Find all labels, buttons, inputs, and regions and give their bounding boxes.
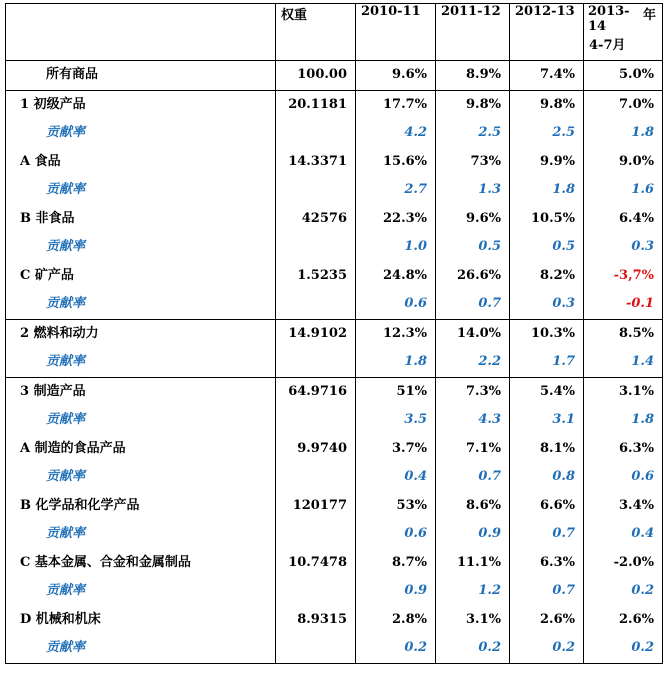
row-value-2010-11: 4.2 [356, 119, 436, 148]
row-value-2012-13: 6.6% [510, 492, 584, 521]
row-value-2012-13: 1.8 [510, 176, 584, 205]
row-value-2012-13: 0.8 [510, 463, 584, 492]
row-value-2013-14: 1.4 [584, 348, 663, 377]
row-weight [276, 406, 356, 435]
header-row [6, 4, 663, 61]
row-value-2012-13: 0.5 [510, 233, 584, 262]
row-value-2011-12: 3.1% [436, 606, 510, 635]
row-value-2013-14: 7.0% [584, 90, 663, 119]
contribution-row [6, 463, 663, 492]
row-weight [276, 290, 356, 319]
row-value-2012-13: 0.7 [510, 577, 584, 606]
row-value-2013-14: 8.5% [584, 319, 663, 348]
row-weight: 100.00 [276, 61, 356, 91]
header-2012-13 [510, 4, 584, 61]
contribution-row [6, 348, 663, 377]
row-value-2012-13: 0.2 [510, 634, 584, 663]
row-label: B 化学品和化学产品 [6, 492, 276, 521]
contribution-row [6, 176, 663, 205]
row-label: 贡献率 [6, 520, 276, 549]
row-weight: 9.9740 [276, 435, 356, 464]
row-label: 1 初级产品 [6, 90, 276, 119]
row-label: 贡献率 [6, 634, 276, 663]
row-label: 贡献率 [6, 176, 276, 205]
row-value-2010-11: 22.3% [356, 205, 436, 234]
header-2012-13-text: 2012-13 [515, 4, 575, 19]
row-value-2011-12: 8.9% [436, 61, 510, 91]
row-value-2013-14: 9.0% [584, 148, 663, 177]
row-value-2013-14: 6.3% [584, 435, 663, 464]
contribution-row [6, 520, 663, 549]
row-value-2013-14: 6.4% [584, 205, 663, 234]
row-weight: 20.1181 [276, 90, 356, 119]
row-value-2013-14: -2.0% [584, 549, 663, 578]
row-value-2011-12: 11.1% [436, 549, 510, 578]
table-row [6, 377, 663, 406]
row-value-2010-11: 0.2 [356, 634, 436, 663]
row-label: 贡献率 [6, 406, 276, 435]
row-value-2012-13: 10.3% [510, 319, 584, 348]
header-2013-14-line1 [584, 4, 662, 34]
table-row [6, 148, 663, 177]
row-weight: 120177 [276, 492, 356, 521]
table-row [6, 262, 663, 291]
row-value-2012-13: 2.5 [510, 119, 584, 148]
row-weight [276, 176, 356, 205]
contribution-row [6, 119, 663, 148]
header-2013-14-year: 2013-14 [588, 4, 630, 34]
row-value-2013-14: 0.6 [584, 463, 663, 492]
row-value-2011-12: 0.2 [436, 634, 510, 663]
row-label: 贡献率 [6, 348, 276, 377]
row-value-2010-11: 53% [356, 492, 436, 521]
contribution-row [6, 406, 663, 435]
row-value-2011-12: 9.6% [436, 205, 510, 234]
row-value-2012-13: 0.7 [510, 520, 584, 549]
row-value-2011-12: 1.2 [436, 577, 510, 606]
row-value-2012-13: 7.4% [510, 61, 584, 91]
row-value-2012-13: 3.1 [510, 406, 584, 435]
row-value-2013-14: 0.3 [584, 233, 663, 262]
row-value-2010-11: 2.7 [356, 176, 436, 205]
row-value-2010-11: 12.3% [356, 319, 436, 348]
row-value-2010-11: 3.7% [356, 435, 436, 464]
row-value-2011-12: 7.1% [436, 435, 510, 464]
row-weight [276, 634, 356, 663]
row-value-2012-13: 1.7 [510, 348, 584, 377]
row-value-2013-14: 0.4 [584, 520, 663, 549]
row-label: C 矿产品 [6, 262, 276, 291]
row-label: D 机械和机床 [6, 606, 276, 635]
row-weight: 64.9716 [276, 377, 356, 406]
row-value-2013-14: 0.2 [584, 634, 663, 663]
header-2011-12-text: 2011-12 [441, 4, 501, 19]
row-value-2010-11: 9.6% [356, 61, 436, 91]
row-label: C 基本金属、合金和金属制品 [6, 549, 276, 578]
row-value-2013-14: 3.1% [584, 377, 663, 406]
row-label: 贡献率 [6, 233, 276, 262]
row-value-2012-13: 10.5% [510, 205, 584, 234]
header-2013-14-nian: 年 [642, 8, 656, 23]
row-value-2011-12: 0.7 [436, 290, 510, 319]
row-label: A 制造的食品产品 [6, 435, 276, 464]
row-weight: 8.9315 [276, 606, 356, 635]
row-weight: 14.9102 [276, 319, 356, 348]
header-2011-12 [436, 4, 510, 61]
row-value-2011-12: 9.8% [436, 90, 510, 119]
row-value-2010-11: 3.5 [356, 406, 436, 435]
row-value-2013-14: 1.6 [584, 176, 663, 205]
row-value-2010-11: 8.7% [356, 549, 436, 578]
header-2010-11 [356, 4, 436, 61]
row-weight [276, 233, 356, 262]
row-label: 贡献率 [6, 119, 276, 148]
row-value-2011-12: 73% [436, 148, 510, 177]
header-2013-14 [584, 4, 663, 61]
row-label: A 食品 [6, 148, 276, 177]
row-value-2013-14: -3,7% [584, 262, 663, 291]
row-value-2013-14: 2.6% [584, 606, 663, 635]
row-value-2011-12: 14.0% [436, 319, 510, 348]
row-value-2013-14: 0.2 [584, 577, 663, 606]
row-value-2012-13: 2.6% [510, 606, 584, 635]
header-weight-text: 权重 [281, 8, 308, 23]
row-value-2011-12: 8.6% [436, 492, 510, 521]
row-value-2011-12: 4.3 [436, 406, 510, 435]
header-weight [276, 4, 356, 61]
contribution-row [6, 290, 663, 319]
price-index-table [5, 3, 663, 664]
row-value-2011-12: 2.2 [436, 348, 510, 377]
row-value-2010-11: 1.0 [356, 233, 436, 262]
row-weight [276, 119, 356, 148]
row-value-2011-12: 0.5 [436, 233, 510, 262]
row-weight [276, 520, 356, 549]
row-value-2013-14: 5.0% [584, 61, 663, 91]
row-weight [276, 348, 356, 377]
row-label: 2 燃料和动力 [6, 319, 276, 348]
row-value-2012-13: 9.8% [510, 90, 584, 119]
row-value-2011-12: 7.3% [436, 377, 510, 406]
row-value-2010-11: 0.4 [356, 463, 436, 492]
row-value-2010-11: 2.8% [356, 606, 436, 635]
table-row [6, 61, 663, 91]
row-value-2010-11: 0.6 [356, 290, 436, 319]
row-value-2010-11: 0.9 [356, 577, 436, 606]
row-label: 贡献率 [6, 463, 276, 492]
row-weight: 14.3371 [276, 148, 356, 177]
row-value-2013-14: 1.8 [584, 406, 663, 435]
row-label: 贡献率 [6, 290, 276, 319]
contribution-row [6, 233, 663, 262]
row-value-2010-11: 17.7% [356, 90, 436, 119]
row-label: 3 制造产品 [6, 377, 276, 406]
row-value-2011-12: 1.3 [436, 176, 510, 205]
row-value-2012-13: 6.3% [510, 549, 584, 578]
contribution-row [6, 634, 663, 663]
row-value-2012-13: 9.9% [510, 148, 584, 177]
row-label: B 非食品 [6, 205, 276, 234]
row-label: 所有商品 [6, 61, 276, 91]
row-value-2012-13: 8.2% [510, 262, 584, 291]
row-value-2013-14: -0.1 [584, 290, 663, 319]
row-value-2012-13: 8.1% [510, 435, 584, 464]
row-value-2010-11: 1.8 [356, 348, 436, 377]
row-value-2011-12: 0.9 [436, 520, 510, 549]
row-weight: 1.5235 [276, 262, 356, 291]
table-row [6, 606, 663, 635]
row-weight: 10.7478 [276, 549, 356, 578]
row-value-2010-11: 15.6% [356, 148, 436, 177]
table-row [6, 319, 663, 348]
table-row [6, 549, 663, 578]
row-value-2010-11: 51% [356, 377, 436, 406]
row-value-2012-13: 0.3 [510, 290, 584, 319]
row-value-2012-13: 5.4% [510, 377, 584, 406]
table-row [6, 90, 663, 119]
table-row [6, 492, 663, 521]
row-value-2013-14: 3.4% [584, 492, 663, 521]
table-row [6, 435, 663, 464]
row-weight: 42576 [276, 205, 356, 234]
row-label: 贡献率 [6, 577, 276, 606]
contribution-row [6, 577, 663, 606]
row-value-2011-12: 26.6% [436, 262, 510, 291]
row-value-2011-12: 0.7 [436, 463, 510, 492]
row-value-2013-14: 1.8 [584, 119, 663, 148]
row-value-2010-11: 24.8% [356, 262, 436, 291]
header-2013-14-months: 4-7月 [589, 38, 626, 53]
table-row [6, 205, 663, 234]
row-value-2010-11: 0.6 [356, 520, 436, 549]
row-weight [276, 577, 356, 606]
header-label-cell [6, 4, 276, 61]
row-weight [276, 463, 356, 492]
row-value-2011-12: 2.5 [436, 119, 510, 148]
header-2010-11-text: 2010-11 [361, 4, 421, 19]
